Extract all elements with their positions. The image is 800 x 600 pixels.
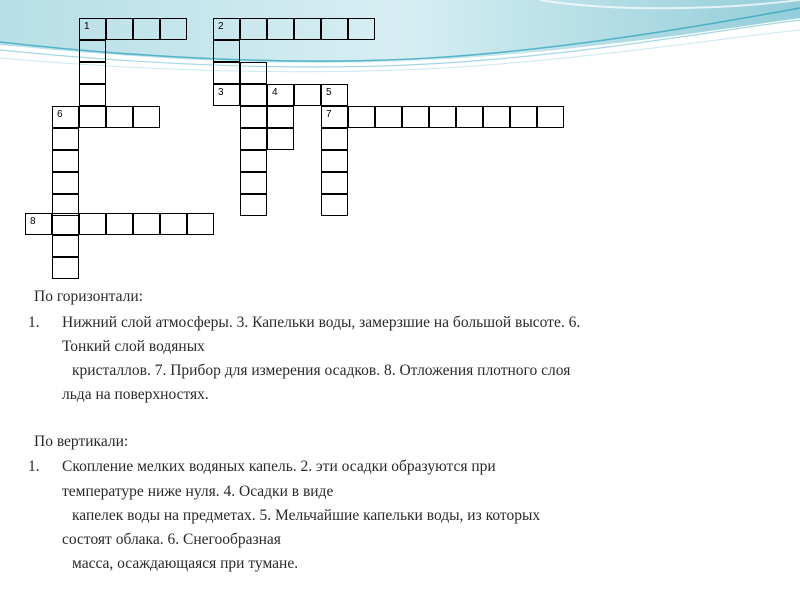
crossword-cell[interactable] [106,106,133,128]
crossword-cell[interactable] [213,62,240,84]
crossword-cell[interactable] [52,213,79,235]
crossword-cell[interactable] [133,213,160,235]
crossword-cell[interactable] [240,150,267,172]
crossword-cell[interactable] [321,18,348,40]
clue-number-2: 2 [218,21,224,32]
clue-number-5: 5 [326,87,332,98]
crossword-cell[interactable] [321,128,348,150]
crossword-cell[interactable] [79,62,106,84]
crossword-cell[interactable] [79,84,106,106]
crossword-cell[interactable] [267,18,294,40]
horizontal-clue-line: кристаллов. 7. Прибор для измерения осадков. 8. Отложения плотного слоя [72,362,571,379]
crossword-cell[interactable] [52,235,79,257]
clue-number-8: 8 [30,216,36,227]
crossword-cell[interactable] [240,62,267,84]
crossword-cell[interactable] [79,40,106,62]
horizontal-clue-line: Нижний слой атмосферы. 3. Капельки воды, замерзшие на большой высоте. 6. [62,314,581,331]
crossword-cell[interactable] [429,106,456,128]
crossword-cell[interactable] [321,150,348,172]
crossword-cell[interactable] [348,106,375,128]
vertical-clue-line: состоят облака. 6. Снегообразная [62,531,281,548]
crossword-cell[interactable] [375,106,402,128]
horizontal-clue-line: льда на поверхностях. [62,386,209,403]
crossword-cell[interactable] [294,18,321,40]
crossword-cell[interactable] [160,18,187,40]
crossword-cell[interactable] [106,213,133,235]
crossword-cell[interactable] [240,128,267,150]
crossword-cell[interactable] [79,213,106,235]
vertical-clue-line: капелек воды на предметах. 5. Мельчайшие капельки воды, из которых [72,507,541,524]
crossword-cell[interactable] [456,106,483,128]
crossword-cell[interactable] [187,213,214,235]
crossword-cell[interactable] [106,18,133,40]
crossword-cell[interactable] [240,106,267,128]
vertical-clue-line: Скопление мелких водяных капель. 2. эти осадки образуются при [62,458,496,475]
horizontal-list-marker: 1. [28,314,40,331]
crossword-cell[interactable] [79,106,106,128]
crossword-cell[interactable] [510,106,537,128]
crossword-grid [0,0,800,290]
crossword-cell[interactable] [240,18,267,40]
crossword-cell[interactable] [294,84,321,106]
crossword-cell[interactable] [52,257,79,279]
crossword-cell[interactable] [537,106,564,128]
crossword-cell[interactable] [52,128,79,150]
vertical-heading: По вертикали: [34,433,129,450]
crossword-cell[interactable] [240,84,267,106]
crossword-cell[interactable] [267,128,294,150]
clue-number-1: 1 [84,21,90,32]
crossword-cell[interactable] [133,18,160,40]
vertical-list-marker: 1. [28,458,40,475]
crossword-cell[interactable] [321,172,348,194]
clue-number-6: 6 [57,109,63,120]
crossword-cell[interactable] [483,106,510,128]
clue-number-7: 7 [326,109,332,120]
clue-number-4: 4 [272,87,278,98]
crossword-cell[interactable] [240,172,267,194]
crossword-cell[interactable] [240,194,267,216]
vertical-clue-line: масса, осаждающаяся при тумане. [72,555,299,572]
crossword-cell[interactable] [133,106,160,128]
horizontal-clue-line: Тонкий слой водяных [62,338,205,355]
crossword-cell[interactable] [402,106,429,128]
crossword-cell[interactable] [52,172,79,194]
crossword-cell[interactable] [348,18,375,40]
crossword-cell[interactable] [267,106,294,128]
crossword-cell[interactable] [321,194,348,216]
vertical-clue-line: температуре ниже нуля. 4. Осадки в виде [62,483,334,500]
horizontal-heading: По горизонтали: [34,288,143,305]
crossword-cell[interactable] [52,150,79,172]
crossword-cell[interactable] [213,40,240,62]
clue-number-3: 3 [218,87,224,98]
crossword-cell[interactable] [160,213,187,235]
